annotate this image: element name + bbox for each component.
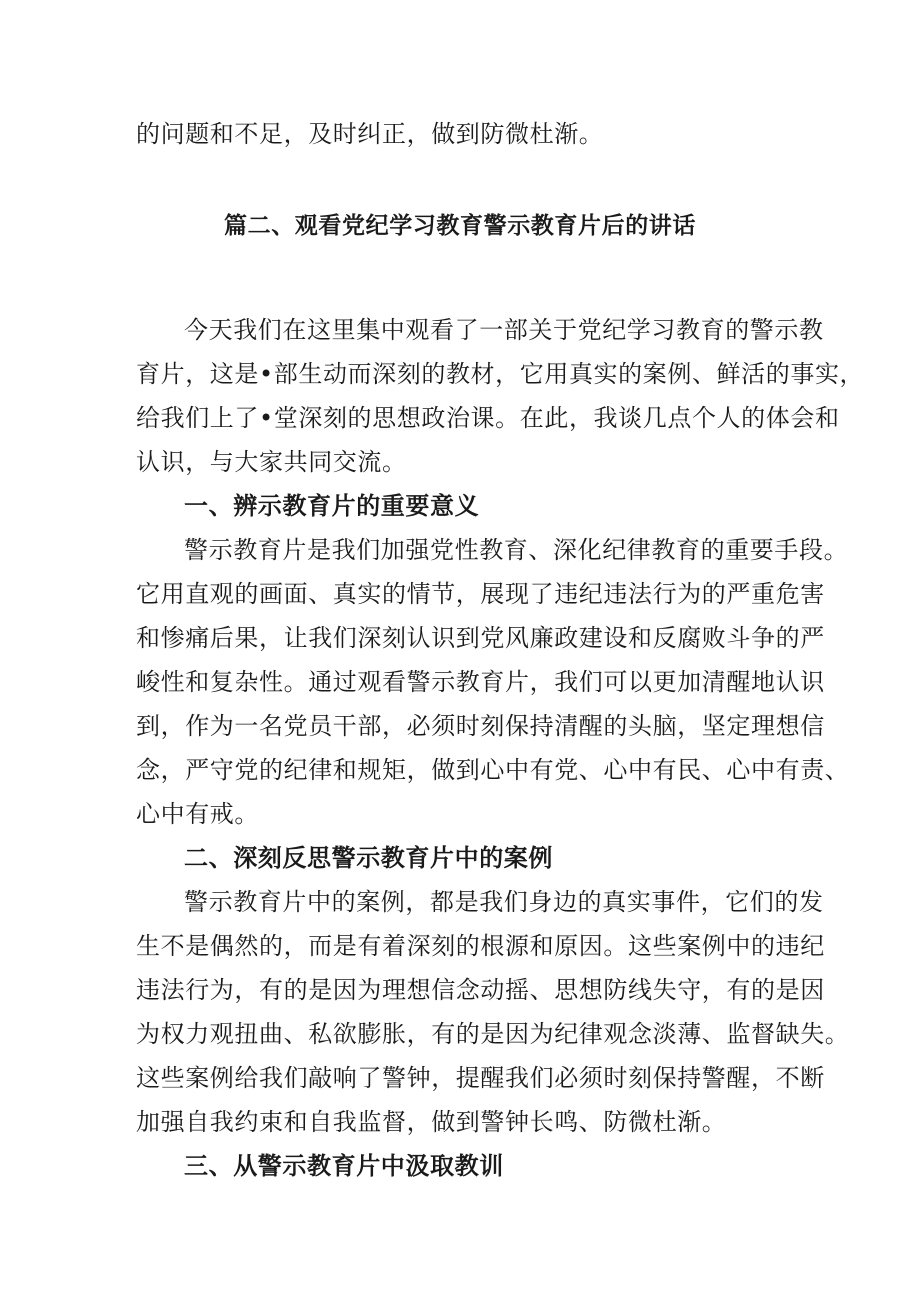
- paragraph-line: 加强自我约束和自我监督，做到警钟长鸣、防微杜渐。: [136, 1108, 727, 1136]
- paragraph-line: 和惨痛后果，让我们深刻认识到党风廉政建设和反腐败斗争的严: [136, 624, 825, 652]
- section-heading-1: 一、辨示教育片的重要意义: [184, 492, 480, 520]
- paragraph-line: 警示教育片中的案例，都是我们身边的真实事件，它们的发: [184, 888, 824, 916]
- paragraph-line: 念，严守党的纪律和规矩，做到心中有党、心中有民、心中有责、: [136, 756, 850, 784]
- paragraph-line: 峻性和复杂性。通过观看警示教育片，我们可以更加清醒地认识: [136, 668, 825, 696]
- section-heading-3: 三、从警示教育片中汲取教训: [184, 1152, 504, 1180]
- paragraph-line: 到，作为一名党员干部，必须时刻保持清醒的头脑，坚定理想信: [136, 712, 825, 740]
- paragraph-line: 心中有戒。: [136, 800, 259, 828]
- paragraph-line: 育片，这是•部生动而深刻的教材，它用真实的案例、鲜活的事实，: [136, 360, 865, 388]
- paragraph-line: 违法行为，有的是因为理想信念动摇、思想防线失守，有的是因: [136, 976, 825, 1004]
- paragraph-line: 生不是偶然的，而是有着深刻的根源和原因。这些案例中的违纪: [136, 932, 825, 960]
- paragraph-line: 今天我们在这里集中观看了一部关于党纪学习教育的警示教: [184, 316, 824, 344]
- paragraph-line: 认识，与大家共同交流。: [136, 448, 407, 476]
- paragraph-line: 给我们上了•堂深刻的思想政治课。在此，我谈几点个人的体会和: [136, 404, 840, 432]
- previous-paragraph-tail: 的问题和不足，及时纠正，做到防微杜渐。: [136, 120, 604, 148]
- section-heading-2: 二、深刻反思警示教育片中的案例: [184, 844, 553, 872]
- paragraph-line: 这些案例给我们敲响了警钟，提醒我们必须时刻保持警醒，不断: [136, 1064, 825, 1092]
- paragraph-line: 它用直观的画面、真实的情节，展现了违纪违法行为的严重危害: [136, 580, 825, 608]
- document-title: 篇二、观看党纪学习教育警示教育片后的讲话: [224, 213, 696, 239]
- paragraph-line: 警示教育片是我们加强党性教育、深化纪律教育的重要手段。: [184, 536, 849, 564]
- paragraph-line: 为权力观扭曲、私欲膨胀，有的是因为纪律观念淡薄、监督缺失。: [136, 1020, 850, 1048]
